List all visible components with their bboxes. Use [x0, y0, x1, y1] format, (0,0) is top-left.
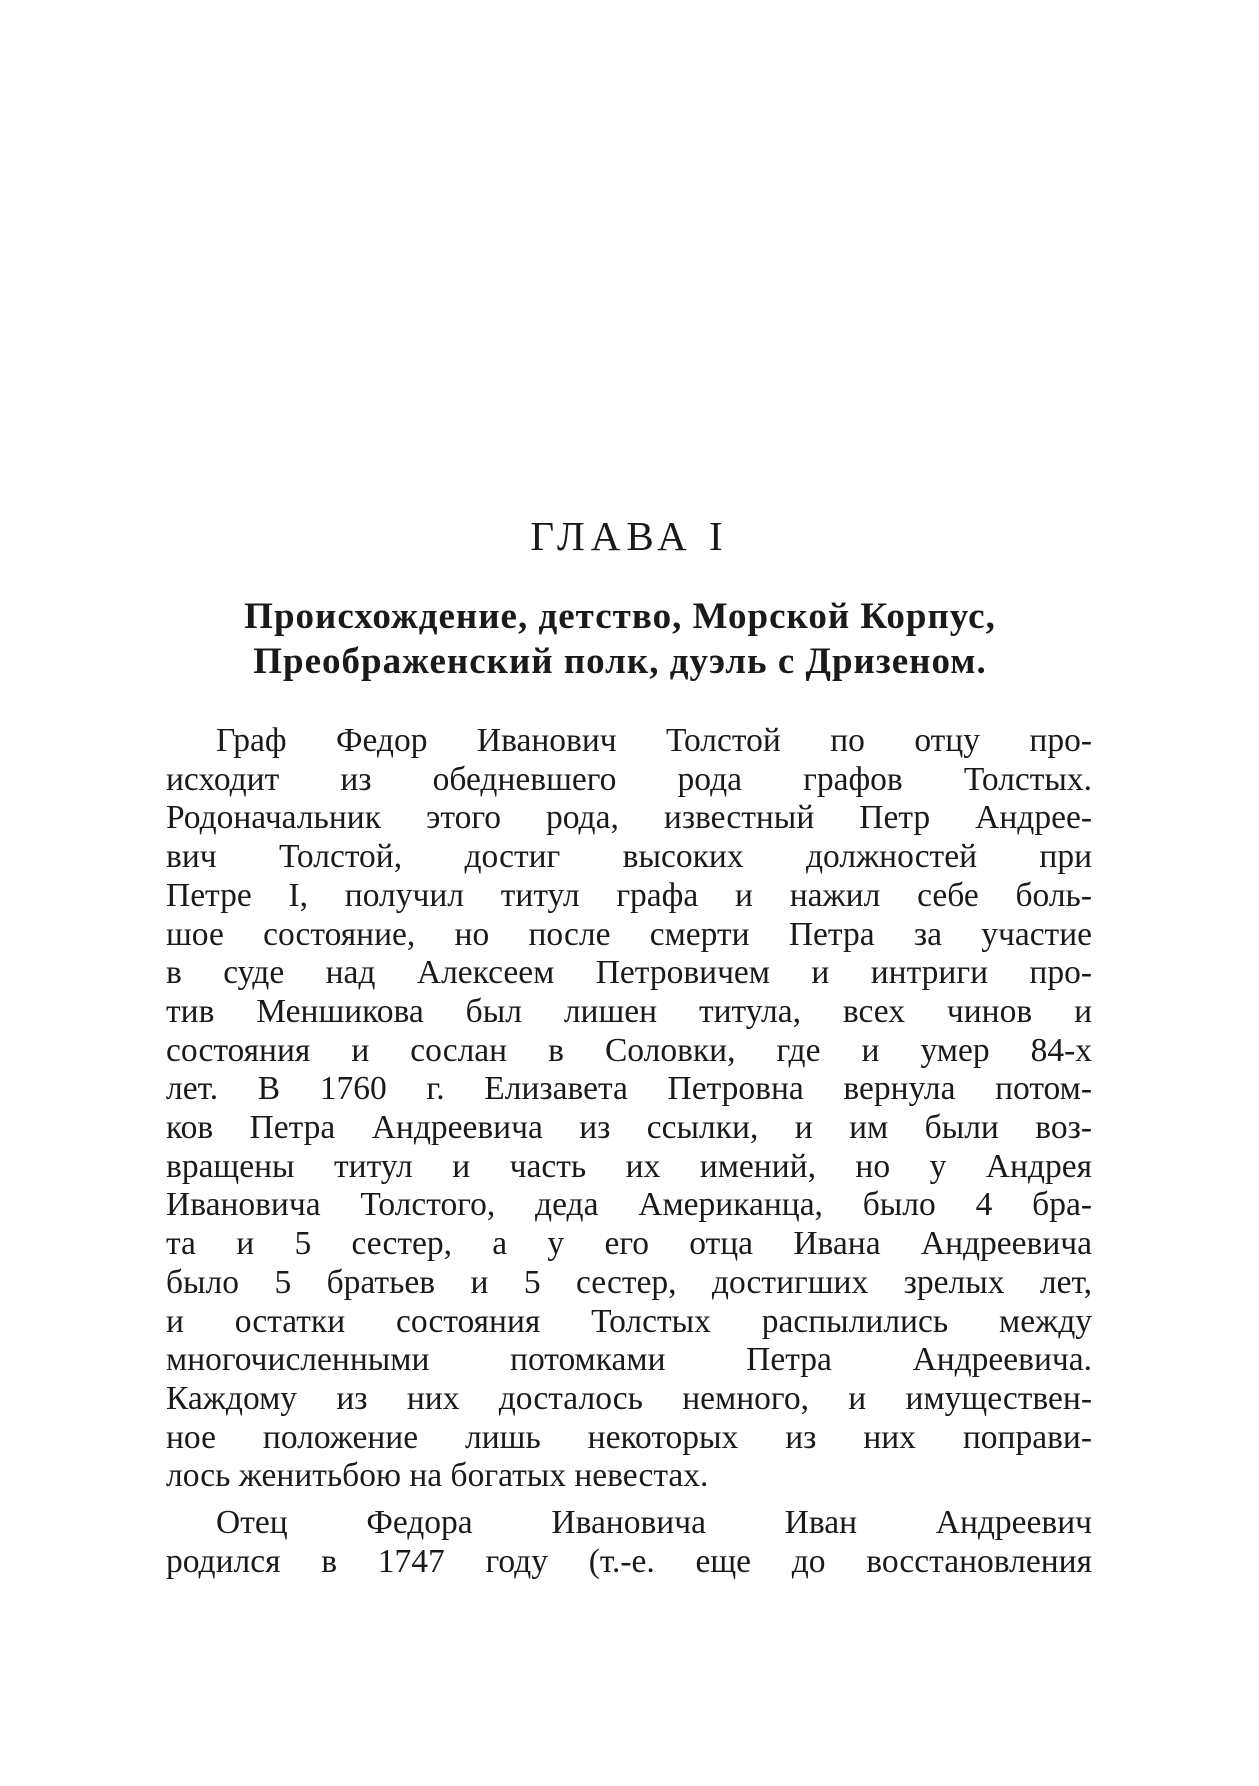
- text-line: Ивановича Толстого, деда Американца, было 4 бра-: [166, 1186, 1092, 1224]
- text-line: вращены титул и часть их имений, но у Андрея: [166, 1147, 1092, 1185]
- paragraph: [166, 1504, 1092, 1581]
- chapter-title-line: Происхождение, детство, Морской Корпус,: [244, 596, 996, 637]
- text-line: в суде над Алексеем Петровичем и интриги про-: [166, 954, 1092, 992]
- text-line: ное положение лишь некоторых из них поправи-: [166, 1418, 1092, 1456]
- text-line: исходит из обедневшего рода графов Толстых.: [166, 760, 1092, 798]
- text-line: Каждому из них досталось немного, и имуществен-: [166, 1379, 1092, 1417]
- chapter-label: ГЛАВА I: [530, 513, 729, 559]
- text-line: Родоначальник этого рода, известный Петр Андрее-: [166, 799, 1092, 837]
- text-line: и остатки состояния Толстых распылились между: [166, 1302, 1092, 1340]
- text-line: та и 5 сестер, а у его отца Ивана Андреевича: [166, 1225, 1092, 1263]
- text-line: многочисленными потомками Петра Андреевича.: [166, 1341, 1092, 1379]
- text-line: было 5 братьев и 5 сестер, достигших зрелых лет,: [166, 1263, 1092, 1301]
- text-line: вич Толстой, достиг высоких должностей при: [166, 838, 1092, 876]
- text-line: шое состояние, но после смерти Петра за участие: [166, 915, 1092, 953]
- text-line: Отец Федора Ивановича Иван Андреевич: [216, 1504, 1092, 1542]
- text-line: родился в 1747 году (т.-е. еще до восстановления: [166, 1542, 1092, 1580]
- text-line: тив Меншикова был лишен титула, всех чинов и: [166, 992, 1092, 1030]
- paragraph-gap: [166, 1496, 1092, 1504]
- text-line: лет. В 1760 г. Елизавета Петровна вернула потом-: [166, 1070, 1092, 1108]
- chapter-title-line: Преображенский полк, дуэль с Дризеном.: [253, 641, 987, 682]
- chapter-title: [155, 594, 1085, 684]
- body-text: [166, 722, 1092, 1581]
- text-line: состояния и сослан в Соловки, где и умер 84-х: [166, 1031, 1092, 1069]
- text-line: лось женитьбою на богатых невестах.: [166, 1457, 709, 1495]
- text-line: Петре I, получил титул графа и нажил себе боль-: [166, 876, 1092, 914]
- text-line: Граф Федор Иванович Толстой по отцу про-: [216, 722, 1092, 759]
- text-line: ков Петра Андреевича из ссылки, и им были воз-: [166, 1109, 1092, 1147]
- paragraph: [166, 722, 1092, 1496]
